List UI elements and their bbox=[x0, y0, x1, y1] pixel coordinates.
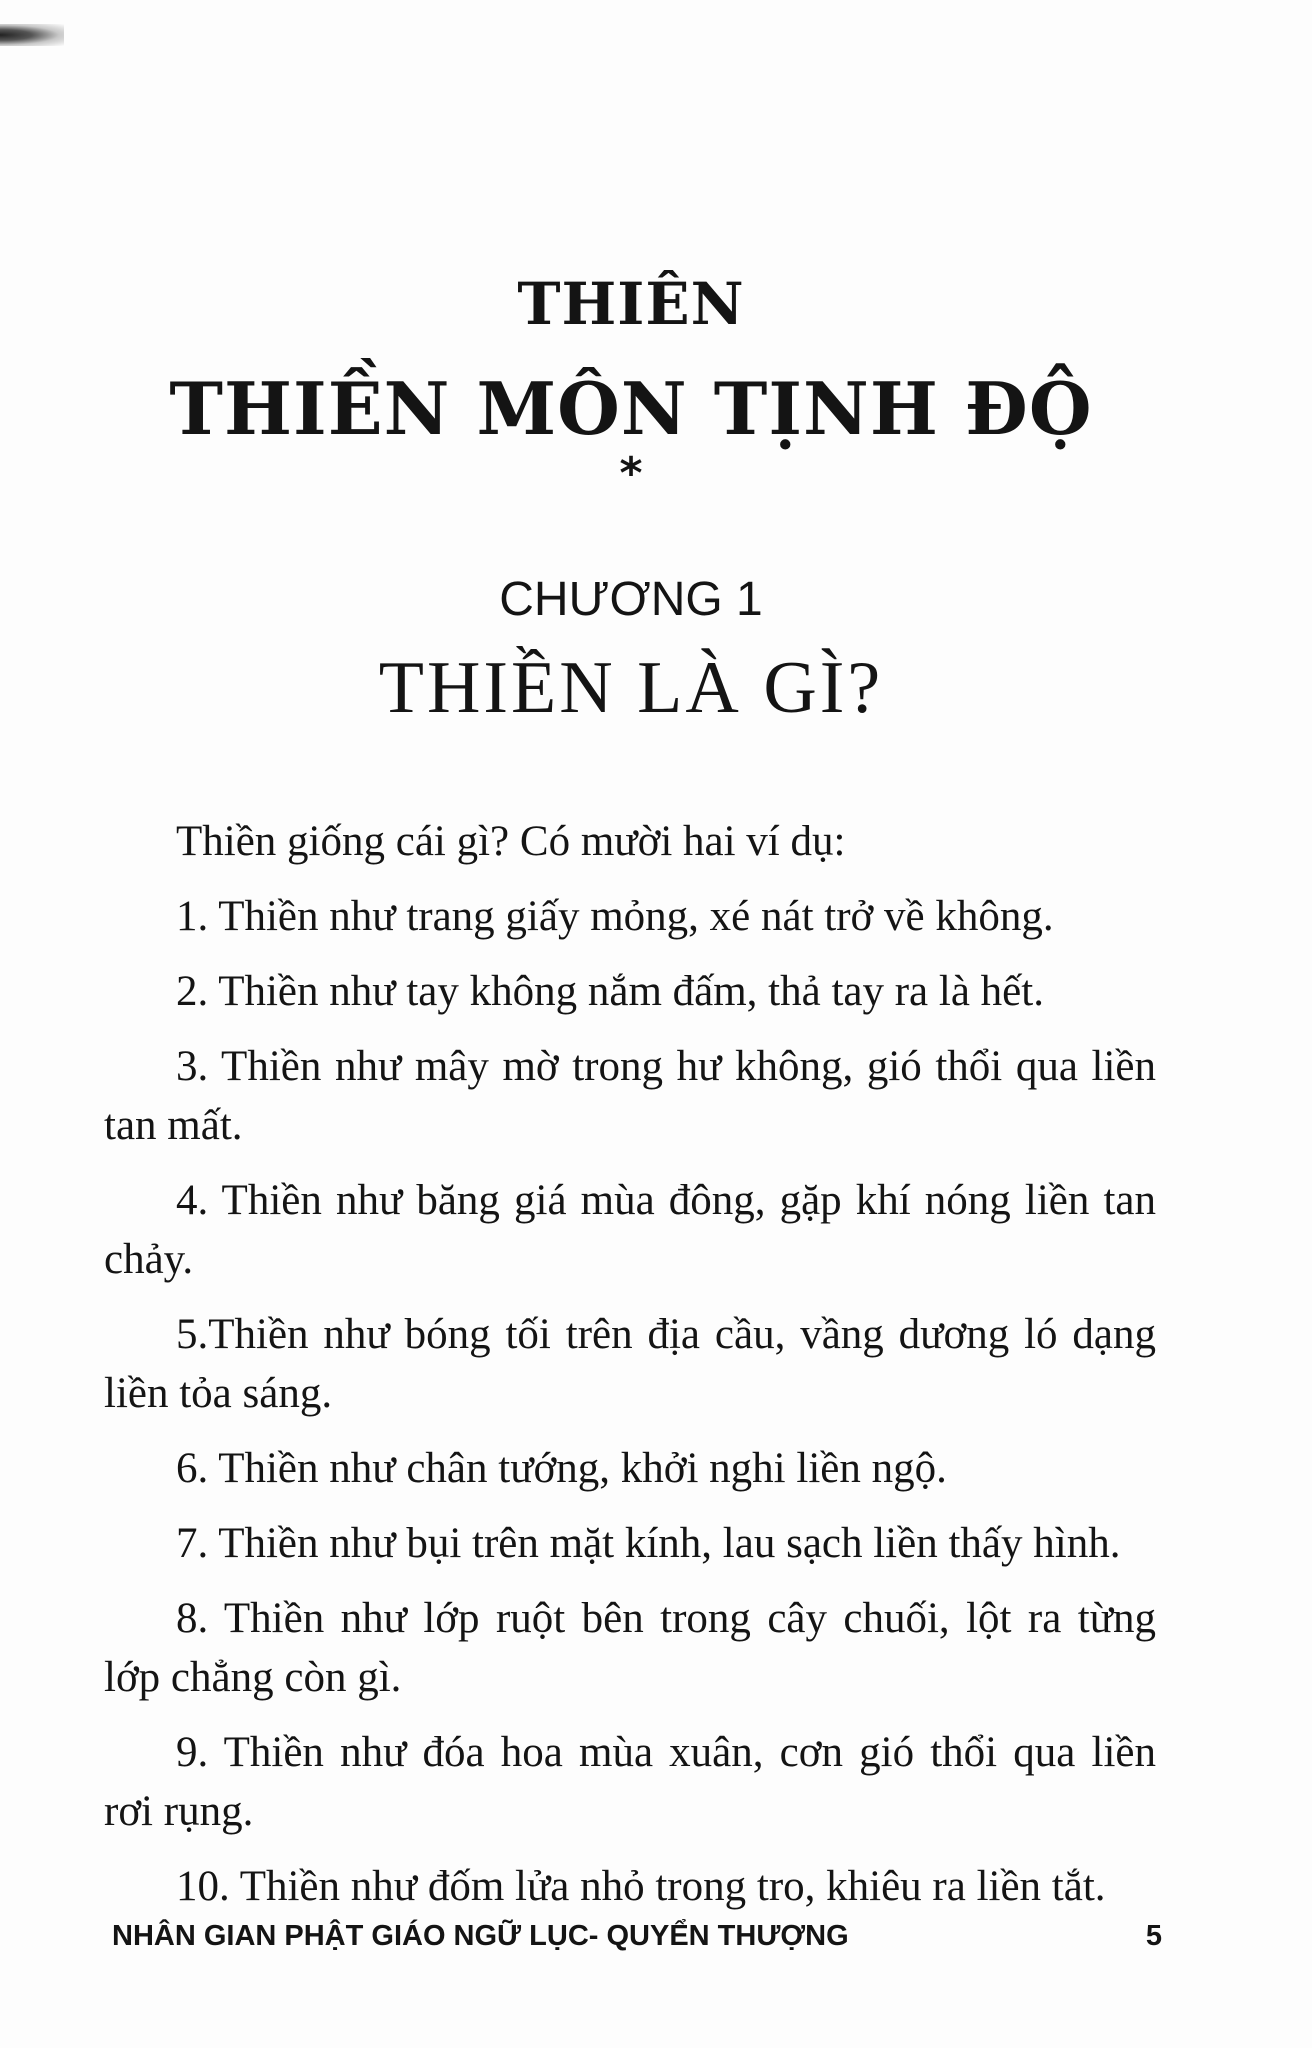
intro-paragraph: Thiền giống cái gì? Có mười hai ví dụ: bbox=[176, 818, 846, 865]
page-number: 5 bbox=[1145, 1920, 1162, 1952]
part-label: THIÊN bbox=[517, 270, 745, 338]
chapter-title: THIỀN LÀ GÌ? bbox=[378, 647, 884, 729]
list-item: 6. Thiền như chân tướng, khởi nghi liền ngộ. bbox=[176, 1445, 947, 1492]
list-item: 10. Thiền như đốm lửa nhỏ trong tro, khiêu ra liền tắt. bbox=[176, 1863, 1106, 1910]
section-separator: * bbox=[619, 448, 643, 499]
list-item: 7. Thiền như bụi trên mặt kính, lau sạch liền thấy hình. bbox=[176, 1520, 1121, 1567]
list-item: 8. Thiền như lớp ruột bên trong cây chuối, lột ra từng lớp chẳng còn gì. bbox=[104, 1595, 1156, 1701]
chapter-body bbox=[104, 812, 1156, 1932]
list-item: 4. Thiền như băng giá mùa đông, gặp khí nóng liền tan chảy. bbox=[104, 1177, 1156, 1283]
list-item: 1. Thiền như trang giấy mỏng, xé nát trở về không. bbox=[176, 893, 1054, 940]
chapter-label: CHƯƠNG 1 bbox=[499, 573, 763, 626]
running-footer-title: NHÂN GIAN PHẬT GIÁO NGỮ LỤC- QUYỂN THƯỢNG bbox=[112, 1920, 849, 1952]
list-item: 5.Thiền như bóng tối trên địa cầu, vầng dương ló dạng liền tỏa sáng. bbox=[104, 1311, 1156, 1417]
list-item: 2. Thiền như tay không nắm đấm, thả tay ra là hết. bbox=[176, 968, 1044, 1015]
list-item: 9. Thiền như đóa hoa mùa xuân, cơn gió thổi qua liền rơi rụng. bbox=[104, 1729, 1156, 1835]
part-title: THIỀN MÔN TỊNH ĐỘ bbox=[169, 366, 1093, 451]
list-item: 3. Thiền như mây mờ trong hư không, gió thổi qua liền tan mất. bbox=[104, 1043, 1156, 1149]
scan-smudge bbox=[0, 24, 64, 46]
